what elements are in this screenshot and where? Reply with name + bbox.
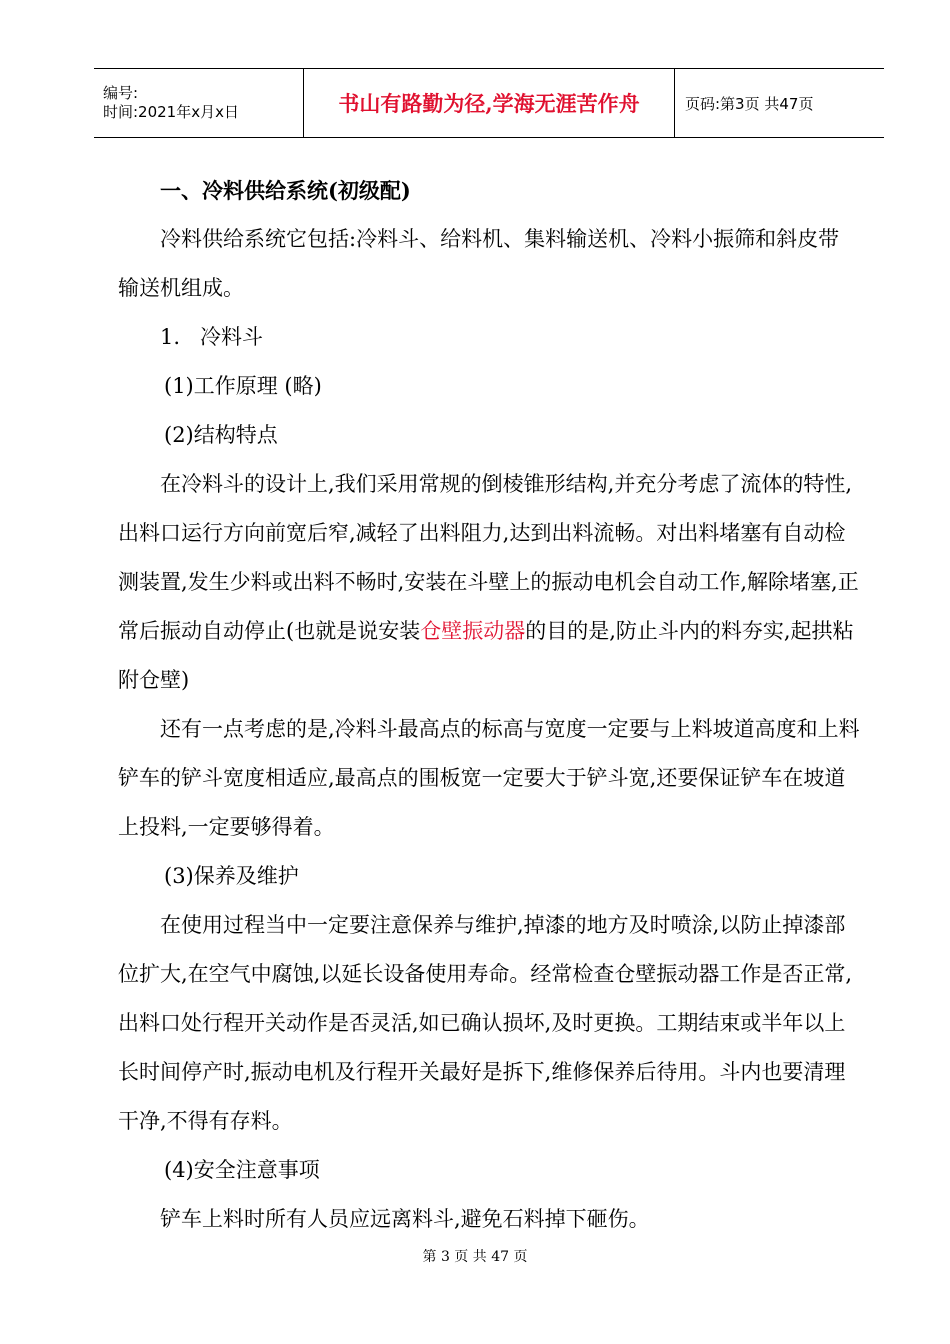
sub-working-principle: (1)工作原理 (略): [164, 374, 322, 398]
structure-text-b: 的目的是,防止斗内的料夯实,起拱粘附仓壁): [118, 619, 854, 692]
section-heading: 一、冷料供给系统(初级配): [160, 178, 411, 203]
time-label: 时间:2021年x月x日: [103, 103, 239, 121]
maintenance-paragraph: 在使用过程当中一定要注意保养与维护,掉漆的地方及时喷涂,以防止掉漆部位扩大,在空气中腐蚀,以延长设备使用寿命。经常检查仓壁振动器工作是否正常,出料口处行程开关动作是否灵活,如已确认损坏,及时更换。工期结束或半年以上长时间停产时,振动电机及行程开关最好是拆下,维修保养后待用。斗内也要清理干净,不得有存料。: [118, 913, 853, 1133]
sub-structure: (2)结构特点: [164, 423, 278, 447]
motto-text: 书山有路勤为径,学海无涯苦作舟: [338, 91, 640, 116]
structure-paragraph: [118, 460, 860, 705]
header-motto-cell: [304, 69, 675, 137]
page-footer: 第 3 页 共 47 页: [422, 1249, 528, 1265]
header-right-cell: [675, 69, 884, 137]
sub-maintenance: (3)保养及维护: [164, 864, 299, 888]
height-paragraph: 还有一点考虑的是,冷料斗最高点的标高与宽度一定要与上料坡道高度和上料铲车的铲斗宽度相适应,最高点的围板宽一定要大于铲斗宽,还要保证铲车在坡道上投料,一定要够得着。: [118, 717, 860, 839]
page-label: 页码:第3页 共47页: [685, 94, 814, 113]
sub-safety: (4)安全注意事项: [164, 1158, 320, 1182]
structure-text-a: 在冷料斗的设计上,我们采用常规的倒棱锥形结构,并充分考虑了流体的特性,出料口运行方向前宽后窄,减轻了出料阻力,达到出料流畅。对出料堵塞有自动检测装置,发生少料或出料不畅时,安装在斗壁上的振动电机会自动工作,解除堵塞,正常后振动自动停止(也就是说安装: [118, 472, 859, 643]
item-cold-bin: 1. 冷料斗: [160, 325, 264, 349]
safety-paragraph: 铲车上料时所有人员应远离料斗,避免石料掉下砸伤。: [160, 1207, 650, 1231]
number-label: 编号:: [103, 84, 139, 102]
intro-paragraph: 冷料供给系统它包括:冷料斗、给料机、集料输送机、冷料小振筛和斜皮带输送机组成。: [118, 227, 840, 300]
header-left-cell: [94, 69, 304, 137]
bin-vibrator-highlight: 仓壁振动器: [420, 619, 526, 643]
page-header: [94, 68, 884, 138]
document-body: [118, 166, 860, 1244]
